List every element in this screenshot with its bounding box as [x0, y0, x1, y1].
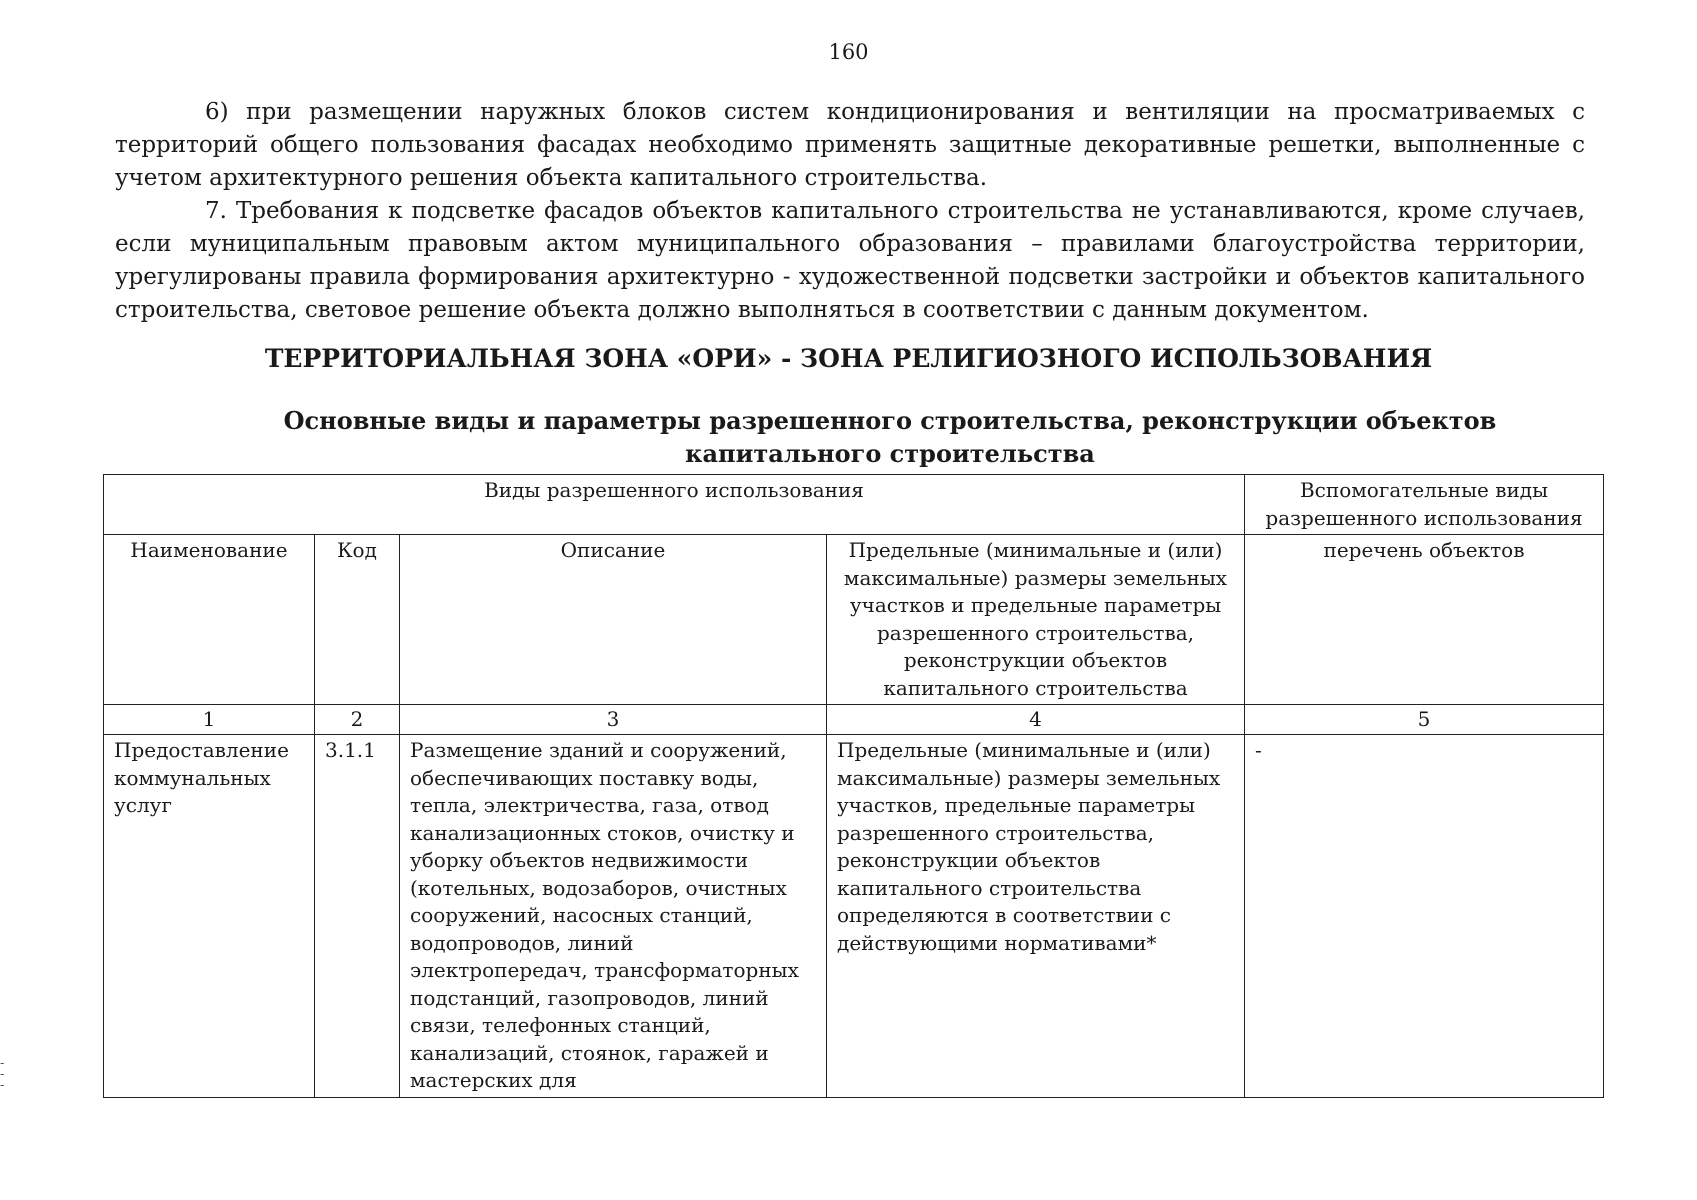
col-header-limits: Предельные (минимальные и (или) максимальные) размеры земельных участков и предельные параметры разрешенного строительства, реконструкции объектов капитального строительства [827, 535, 1245, 705]
row-aux: - [1245, 735, 1604, 1098]
col-number-2: 2 [315, 705, 400, 735]
column-number-row [104, 705, 1604, 735]
body-text [115, 96, 1585, 327]
paragraph-6: 6) при размещении наружных блоков систем кондиционирования и вентиляции на просматриваемых с территорий общего пользования фасадах необходимо применять защитные декоративные решетки, выполненные с учетом архитектурного решения объекта капитального строительства. [115, 99, 1585, 191]
group-header: Виды разрешенного использования [104, 475, 1245, 535]
table-group-header-row [104, 475, 1604, 535]
table-column-header-row [104, 535, 1604, 705]
col-header-code: Код [315, 535, 400, 705]
col-number-3: 3 [400, 705, 827, 735]
table-title: Основные виды и параметры разрешенного строительства, реконструкции объектов капитального строительства [283, 406, 1497, 468]
paragraph-7: 7. Требования к подсветке фасадов объектов капитального строительства не устанавливаются, кроме случаев, если муниципальным правовым актом муниципального образования – правилами благоустройства территории, урегулированы правила формирования архитектурно - художественной подсветки застройки и объектов капитального строительства, световое решение объекта должно выполняться в соответствии с данным документом. [115, 198, 1585, 323]
row-description: Размещение зданий и сооружений, обеспечивающих поставку воды, тепла, электричества, газа, отвод канализационных стоков, очистку и уборку объектов недвижимости (котельных, водозаборов, очистных сооружений, насосных станций, водопроводов, линий электропередач, трансформаторных подстанций, газопроводов, линий связи, телефонных станций, канализаций, стоянок, гаражей и мастерских для [400, 735, 827, 1098]
row-limits: Предельные (минимальные и (или) максимальные) размеры земельных участков, предельные параметры разрешенного строительства, реконструкции объектов капитального строительства определяются в соответствии с действующими нормативами* [827, 735, 1245, 1098]
col-number-1: 1 [104, 705, 315, 735]
aux-header: Вспомогательные виды разрешенного использования [1245, 475, 1604, 535]
page-number: 160 [828, 40, 869, 64]
row-code: 3.1.1 [315, 735, 400, 1098]
col-header-name: Наименование [104, 535, 315, 705]
permitted-use-table [103, 474, 1604, 1098]
table-row [104, 735, 1604, 1098]
row-name: Предоставление коммунальных услуг [104, 735, 315, 1098]
col-header-description: Описание [400, 535, 827, 705]
col-header-aux: перечень объектов [1245, 535, 1604, 705]
col-number-5: 5 [1245, 705, 1604, 735]
margin-mark: - - - [0, 1056, 5, 1093]
zone-title: ТЕРРИТОРИАЛЬНАЯ ЗОНА «ОРИ» - ЗОНА РЕЛИГИОЗНОГО ИСПОЛЬЗОВАНИЯ [264, 344, 1433, 373]
col-number-4: 4 [827, 705, 1245, 735]
